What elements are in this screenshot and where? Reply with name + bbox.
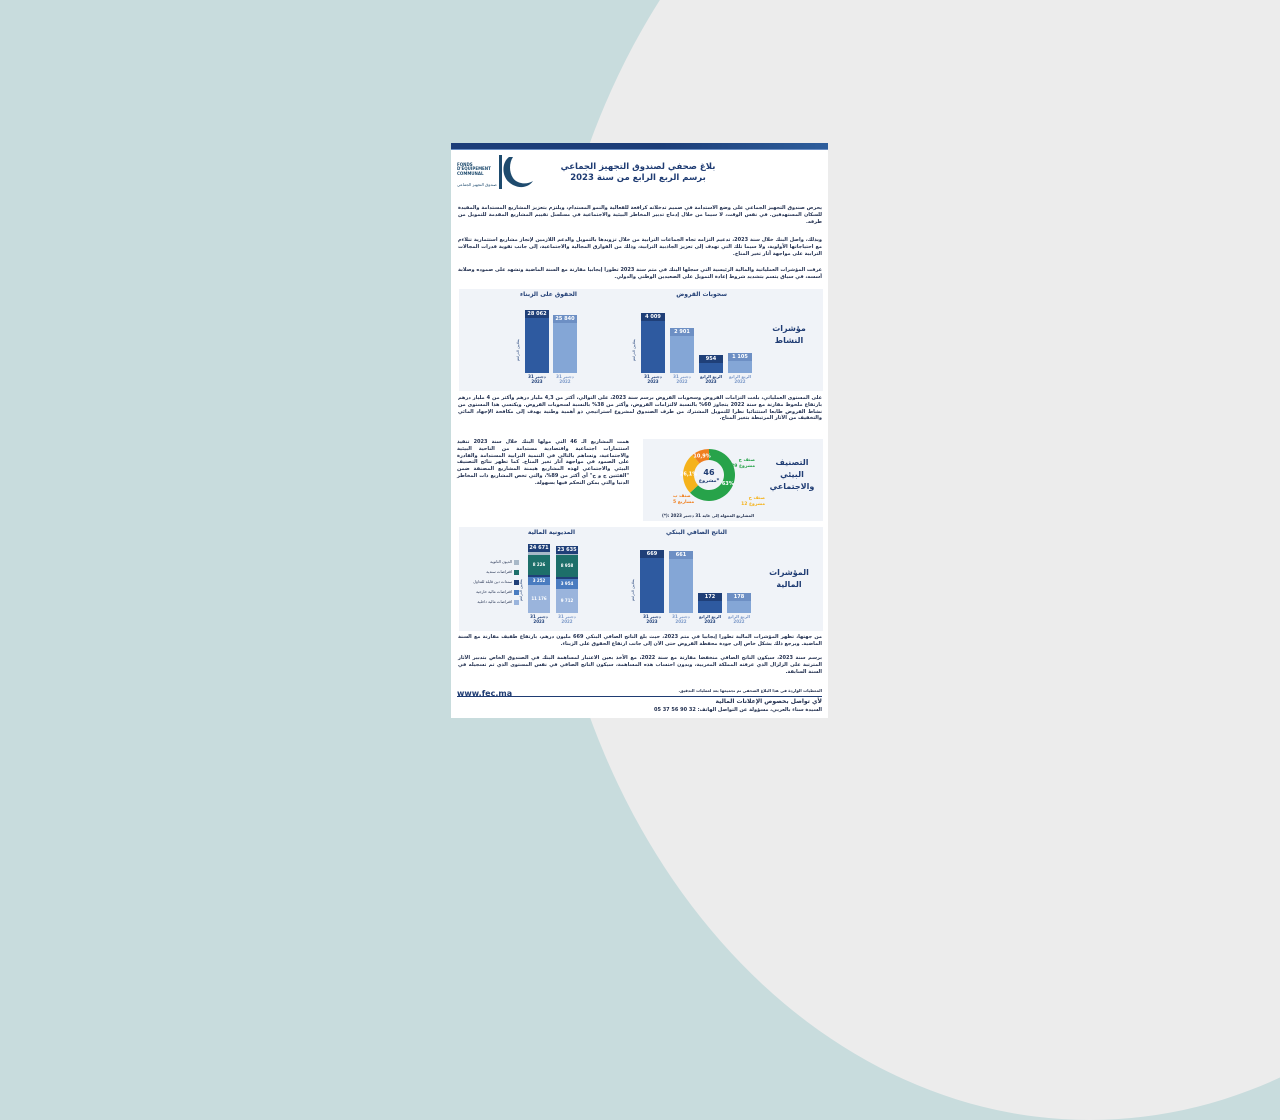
paragraph-6: من جهتها، تظهر المؤشرات المالية تطورا إيجابيا في متم 2023، حيث بلغ الناتج الصافي البنكي 669 مليون درهم، بارتفاع طفيف مقارنة مع السنة الماضية. ويرجع ذلك بشكل خاص إلى جودة محفظة القروض حتى الآن إلى جانب ارتفاع الحقوق على الزبناء. xyxy=(458,634,823,647)
title-line-2: برسم الربع الرابع من سنة 2023 xyxy=(570,173,706,183)
legend-swatch xyxy=(514,580,519,585)
slice-projects-label: 12 مشروع xyxy=(741,502,765,507)
claims-bar xyxy=(553,320,577,373)
legend-label: اقتراضات سندية xyxy=(486,569,512,574)
activity-indicators-panel xyxy=(459,289,823,391)
slice-category-label: صنف ج xyxy=(738,458,755,463)
pnb-unit-label: بملايين الدراهم xyxy=(631,579,635,602)
debt-segment: 3 954 xyxy=(556,579,578,589)
claims-chart-title: الحقوق على الزبناء xyxy=(520,291,577,298)
fec-logo xyxy=(455,153,533,193)
title-line-1: بلاغ صحفي لصندوق التجهيز الجماعي xyxy=(560,162,716,172)
paragraph-2: وبذلك، واصل البنك خلال سنة 2023، تدعيم التزامه تجاه الجماعات الترابية من خلال تزويدها بالتمويل والدعم اللازمين لإنجاز مشاريع استثمارية تتلاءم مع احتياجاتها الأولوية، ولا سيما تلك التي تهدف إلى تعزيز الجاذبية الترابية، وذلك من الفوارق المجالية والاجتماعية، إلى جانب تقوية قدرات المجالات الترابية على مواجهة آثار تغير المناخ. xyxy=(458,237,823,257)
financial-indicators-panel xyxy=(459,527,823,631)
website-link[interactable]: www.fec.ma xyxy=(457,689,513,698)
legend-swatch xyxy=(514,570,519,575)
paragraph-intro: يحرص صندوق التجهيز الجماعي على وضع الاستدامة في صميم تدخلاته كرافعة للفعالية والنمو المستدام، ويلتزم بتعزيز المشاريع المستدامة والمفيدة للسكان المستهدفين. في نفس الوقت، لا سيما من خلال إدماج تدبير المخاطر البيئية والاجتماعية في مسلسل تقييم المشاريع المقدمة للتمويل من طرفه. xyxy=(458,205,822,225)
financial-section-label: المؤشرات المالية xyxy=(769,568,809,589)
legend-label: الديون الثانوية xyxy=(490,559,512,564)
legend-label: سندات دين قابلة للتداول xyxy=(473,579,512,584)
donut-footnote: (*): المشاريع الممولة إلى غاية 31 دجنبر 2023 xyxy=(662,513,754,518)
legend-swatch xyxy=(514,590,519,595)
debt-legend-item xyxy=(473,579,519,585)
slice-projects-label: 29 مشروع xyxy=(731,464,755,469)
debt-segment: 11 176 xyxy=(528,585,550,613)
paragraph-3: عرفت المؤشرات العملياتية والمالية الرئيسية التي سجلها البنك في متم سنة 2023 تطورا إيجابيا مقارنة مع السنة الماضية وتشهد على صموده وصلابة أسسه، في سياق يتسم بتشديد شروط إعادة التمويل على الصعيدين الوطني والدولي. xyxy=(458,267,823,280)
debt-legend-item xyxy=(476,589,519,595)
slice-category-label: صنف ب xyxy=(673,494,691,499)
donut-center-value: 46 xyxy=(703,468,715,477)
legend-swatch xyxy=(514,600,519,605)
draws-category-label: الربع الرابع 2023 xyxy=(700,374,722,384)
slice-category-label: صنف ح xyxy=(748,496,765,501)
draws-category-label: الربع الرابع 2022 xyxy=(729,374,751,384)
claims-bar xyxy=(525,315,549,373)
pnb-value-label: 172 xyxy=(698,593,722,601)
paragraph-5: همت المشاريع الـ 46 التي مولها البنك خلال سنة 2023 تنفيذ استثمارات اجتماعية واقتصادية مستدامة من الناحية البيئية والاجتماعية، وتساهم بالتالي في التنمية الترابية المستدامة والقادرة على الصمود في مواجهة آثار تغير المناخ. كما تظهر نتائج التصنيف البيئي والاجتماعي لهذه المشاريع هيمنة المشاريع المصنفة ضمن "الفئتين ج و ح" أي أكثر من 89%، والتي تخص المشاريع ذات المخاطر الدنيا والتي يمكن التحكم فيها بسهولة. xyxy=(457,439,630,486)
header-band-line xyxy=(451,149,828,150)
draws-chart-title: سحوبات القروض xyxy=(676,291,727,298)
pnb-category-label: الربع الرابع 2023 xyxy=(699,614,721,624)
claims-chart xyxy=(459,289,823,391)
draws-category-label: 31 دجنبر 2023 xyxy=(644,374,662,384)
pnb-value-label: 669 xyxy=(640,550,664,558)
pnb-value-label: 661 xyxy=(669,551,693,559)
donut-percent-label: 26,1% xyxy=(679,471,698,478)
paragraph-7: برسم سنة 2023، سيكون الناتج الصافي منخفضا مقارنة مع سنة 2022، مع الأخذ بعين الاعتبار لمساهمة البنك في الصندوق الخاص بتدبير الآثار المترتبة على الزلزال الذي عرفته المملكة المغربية، وبدون احتساب هذه المساهمة، سيكون الناتج الصافي في نفس المستوى الذي تم تسجيله في السنة السابقة. xyxy=(458,655,822,675)
classification-panel xyxy=(643,439,823,521)
claims-category-label: 31 دجنبر 2023 xyxy=(528,374,546,384)
press-release-document xyxy=(451,143,828,718)
slice-projects-label: 5 مشاريع xyxy=(673,500,695,505)
debt-segment: 8 226 xyxy=(528,555,550,575)
claims-value-label: 25 840 xyxy=(553,315,577,323)
claims-value-label: 28 062 xyxy=(525,310,549,318)
debt-segment: 9 712 xyxy=(556,589,578,613)
legend-label: اقتراضات مالية داخلية xyxy=(477,599,512,604)
donut-percent-label: 63% xyxy=(721,481,734,488)
claims-category-label: 31 دجنبر 2022 xyxy=(556,374,574,384)
legend-label: اقتراضات مالية خارجية xyxy=(476,589,512,594)
draws-value-label: 954 xyxy=(699,355,723,363)
pnb-value-label: 178 xyxy=(727,593,751,601)
debt-category-label: 31 دجنبر 2023 xyxy=(530,614,548,624)
pnb-chart-title: الناتج الصافي البنكي xyxy=(665,529,727,536)
paragraph-4: على المستوى العملياتي، بلغت التزامات القروض وسحوبات القروض برسم سنة 2023، على التوالي، أكثر من 4,3 مليار درهم وأكثر من 4 مليار درهم بارتفاع ملحوظ مقارنة مع سنة 2022 يتجاوز 60% بالنسبة لالتزامات القروض، وأكثر من 38% بالنسبة لسحوبات القروض. ويكتسي هذا المستوى من نشاط القروض طابعا استثنائيا نظرا للتمويل المشترك من طرف الصندوق لمشروع استراتيجي ذو أهمية وطنية يهدف إلى مكافحة الإجهاد المائي والتخفيف من الآثار المرتبطة بتغير المناخ. xyxy=(458,395,822,422)
legend-swatch xyxy=(514,560,519,565)
donut-percent-label: 10,9% xyxy=(693,453,711,460)
draws-value-label: 4 009 xyxy=(641,313,665,321)
debt-category-label: 31 دجنبر 2022 xyxy=(558,614,576,624)
debt-legend-item xyxy=(477,599,519,605)
debt-total-label: 23 635 xyxy=(557,547,577,553)
donut-center-label: مشروع* xyxy=(698,478,720,484)
debt-chart-title: المديونية المالية xyxy=(527,529,575,536)
document-title xyxy=(528,162,748,184)
footer-note: المعطيات الواردة في هذا البلاغ الصحفي تم تجميعها بعد لعمليات التدقيق. xyxy=(678,688,822,693)
activity-section-label: مؤشرات النشاط xyxy=(772,324,806,345)
debt-legend-item xyxy=(486,569,519,575)
debt-total-label: 24 671 xyxy=(529,545,549,551)
debt-unit-label: بملايين الدراهم xyxy=(519,579,523,602)
classification-section-label: التصنيف البيئي والاجتماعي xyxy=(769,458,815,491)
draws-value-label: 2 901 xyxy=(670,328,694,336)
pnb-category-label: الربع الرابع 2022 xyxy=(728,614,750,624)
logo-french-text: FONDS D'ÉQUIPEMENT COMMUNAL xyxy=(457,162,491,176)
debt-segment: 8 958 xyxy=(556,555,578,577)
pnb-category-label: 31 دجنبر 2022 xyxy=(672,614,690,624)
contact-title: لأي تواصل بخصوص الإعلانات المالية xyxy=(715,698,822,705)
debt-legend xyxy=(459,527,823,631)
logo-arabic-text: صندوق التجهيز الجماعي xyxy=(457,182,497,187)
draws-value-label: 1 105 xyxy=(728,353,752,361)
draws-category-label: 31 دجنبر 2022 xyxy=(673,374,691,384)
classification-donut-chart xyxy=(643,439,773,521)
debt-segment: 3 252 xyxy=(528,577,550,585)
pnb-category-label: 31 دجنبر 2023 xyxy=(643,614,661,624)
draws-unit-label: بملايين الدراهم xyxy=(632,339,636,362)
claims-unit-label: بملايين الدراهم xyxy=(516,339,520,362)
debt-legend-item xyxy=(490,559,519,565)
contact-line: السيدة سناء بالعربي، مسؤولة عن التواصل الهاتف: 32 90 56 37 05 xyxy=(653,707,822,713)
